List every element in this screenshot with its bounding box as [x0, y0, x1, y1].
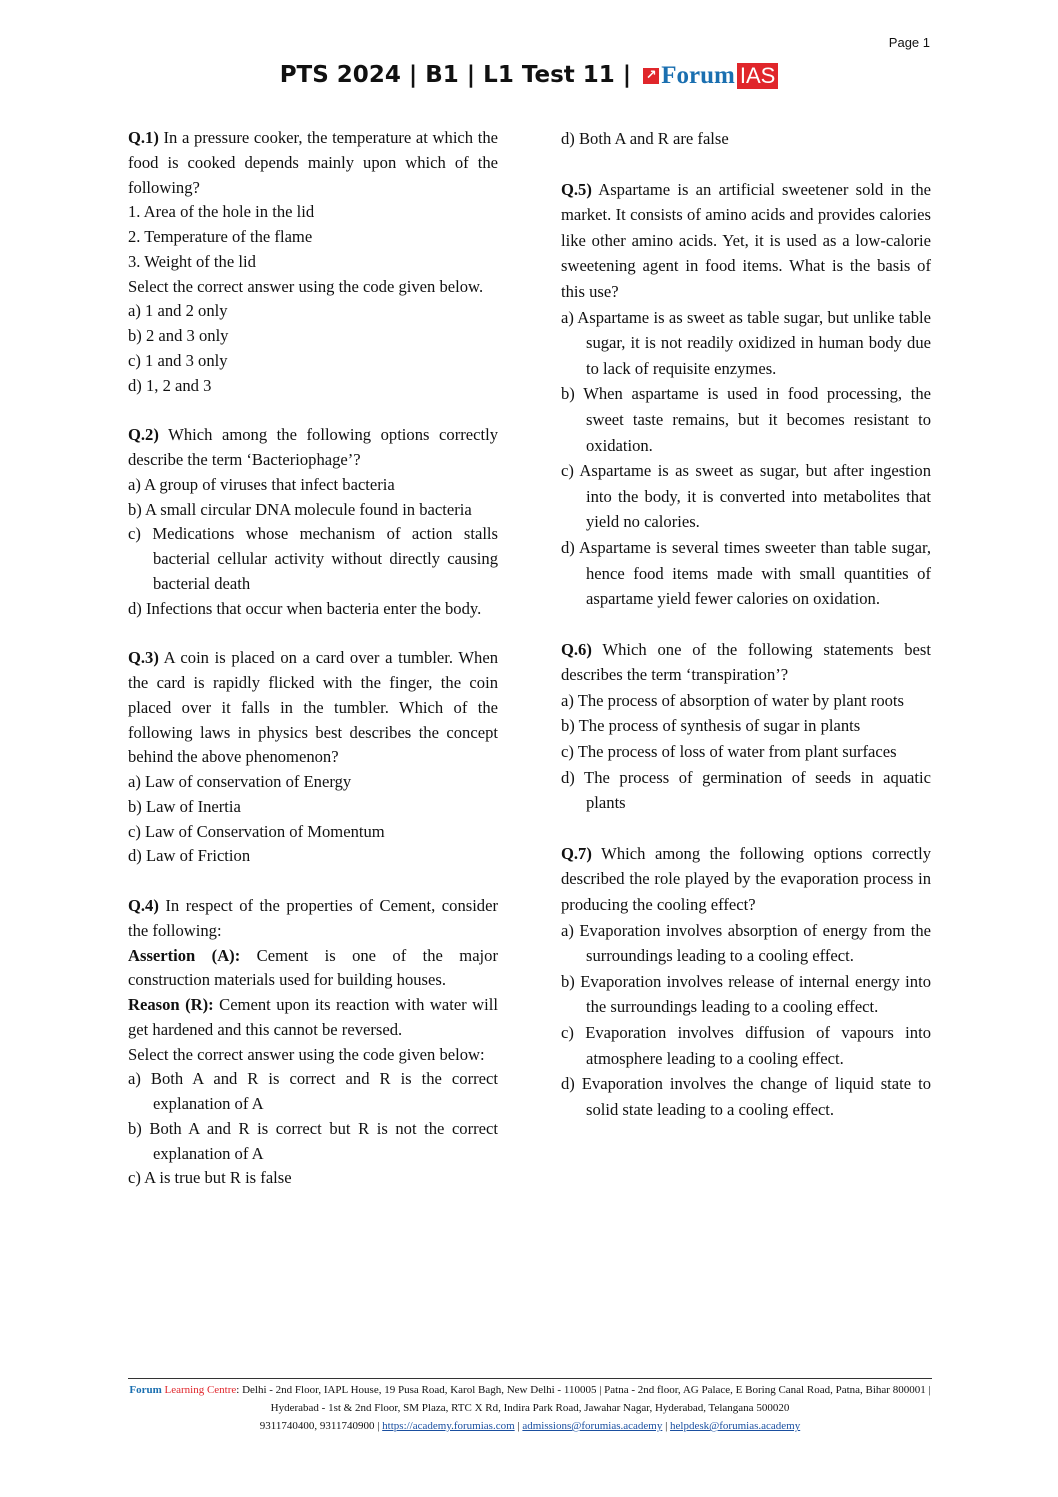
page-title — [0, 62, 1058, 90]
question-text: Which one of the following statements best describes the term ‘transpiration’? — [561, 639, 931, 685]
option: b) The process of synthesis of sugar in plants — [561, 716, 861, 736]
website-link[interactable]: https://academy.forumias.com — [382, 1420, 515, 1432]
question-number: Q.1) — [128, 128, 159, 147]
instruction: Select the correct answer using the code given below. — [128, 276, 484, 296]
instruction: Select the correct answer using the code given below: — [128, 1044, 485, 1064]
option: b) Evaporation involves release of internal energy into the surroundings leading to a cooling effect. — [561, 971, 931, 1017]
question-number: Q.6) — [561, 639, 592, 659]
question-text: Which among the following options correctly describe the term ‘Bacteriophage’? — [128, 425, 498, 469]
footer-phones: 9311740400, 9311740900 | — [259, 1420, 380, 1432]
option: a) 1 and 2 only — [128, 301, 228, 321]
statement: 1. Area of the hole in the lid — [128, 202, 315, 222]
question-number: Q.3) — [128, 648, 159, 668]
statement: 2. Temperature of the flame — [128, 227, 313, 246]
question-text: Which among the following options correctly described the role played by the evaporation process in producing the cooling effect? — [561, 843, 931, 915]
left-column — [128, 126, 498, 1216]
question-text: In a pressure cooker, the temperature at which the food is cooked depends mainly upon which of the following? — [128, 128, 498, 197]
footer-learning-centre: Learning Centre — [164, 1384, 237, 1396]
question-text: In respect of the properties of Cement, consider the following: — [128, 896, 498, 940]
assertion-label: Assertion (A): — [128, 945, 241, 965]
option: c) Law of Conservation of Momentum — [128, 821, 385, 841]
option: a) Law of conservation of Energy — [128, 772, 352, 791]
option: d) Infections that occur when bacteria enter the body. — [128, 598, 482, 618]
option: c) Aspartame is as sweet as sugar, but after ingestion into the body, it is converted into metabolites that yield no calories. — [561, 461, 931, 532]
forumias-logo — [643, 62, 778, 90]
right-column — [561, 126, 931, 1147]
option: d) Law of Friction — [128, 846, 251, 866]
option: b) Law of Inertia — [128, 796, 241, 816]
question-text: A coin is placed on a card over a tumbler. When the card is rapidly flicked with the finger, the coin placed over it falls in the tumbler. Which of the following laws in physics best describes the concept behind the above phenomenon? — [128, 648, 498, 767]
page-number: Page 1 — [888, 35, 930, 50]
footer-address: : Delhi - 2nd Floor, IAPL House, 19 Pusa Road, Karol Bagh, New Delhi - 110005 | Patna - 2nd floor, AG Palace, E Boring Canal Road, Patna, Bihar 800001 | Hyderabad - 1st & 2nd Floor, SM Plaza, RTC X Rd, Indira Park Road, Jawahar Nagar, Hyderabad, Telangana 500020 — [236, 1384, 931, 1414]
option: c) 1 and 3 only — [128, 350, 228, 370]
option: a) A group of viruses that infect bacteria — [128, 474, 395, 494]
option: d) 1, 2 and 3 — [128, 375, 212, 395]
question-number: Q.4) — [128, 896, 159, 915]
option: d) Evaporation involves the change of liquid state to solid state leading to a cooling effect. — [561, 1074, 931, 1119]
page-footer: Forum Learning Centre: Delhi - 2nd Floor, IAPL House, 19 Pusa Road, Karol Bagh, New Delhi - 110005 | Patna - 2nd floor, AG Palace, E Boring Canal Road, Patna, Bihar 800001 | Hyderabad - 1st & 2nd Floor, SM Plaza, RTC X Rd, Indira Park Road, Jawahar Nagar, Hyderabad, Telangana 500020 9311740400, 9311740900 | https://academy.forumias.com | admissions@forumias.academy | helpdesk@forumias.academy — [128, 1378, 932, 1435]
question-number: Q.2) — [128, 425, 159, 445]
question-2 — [128, 423, 498, 621]
option: a) Evaporation involves absorption of energy from the surroundings leading to a cooling effect. — [561, 920, 931, 966]
reason-text: Cement upon its reaction with water will get hardened and this cannot be reversed. — [128, 995, 498, 1039]
option: c) The process of loss of water from plant surfaces — [561, 742, 897, 762]
option: b) A small circular DNA molecule found in bacteria — [128, 499, 472, 519]
helpdesk-email-link[interactable]: helpdesk@forumias.academy — [670, 1420, 801, 1432]
option: c) A is true but R is false — [128, 1168, 292, 1188]
question-5 — [561, 177, 931, 612]
question-number: Q.5) — [561, 179, 592, 199]
logo-ias: IAS — [737, 63, 778, 89]
footer-forum: Forum — [129, 1384, 162, 1396]
question-6 — [561, 637, 931, 816]
reason-label: Reason (R): — [128, 995, 214, 1014]
option: c) Evaporation involves diffusion of vapours into atmosphere leading to a cooling effect. — [561, 1023, 931, 1068]
assertion-text: Cement is one of the major construction materials used for building houses. — [128, 945, 498, 990]
option: b) Both A and R is correct but R is not the correct explanation of A — [128, 1118, 498, 1163]
question-number: Q.7) — [561, 843, 592, 863]
option: d) Aspartame is several times sweeter than table sugar, hence food items made with small quantities of aspartame yield fewer calories on oxidation. — [561, 537, 931, 609]
question-3 — [128, 646, 498, 869]
arrow-icon: ↗ — [643, 68, 659, 84]
admissions-email-link[interactable]: admissions@forumias.academy — [522, 1420, 663, 1432]
option: b) When aspartame is used in food processing, the sweet taste remains, but it becomes resistant to oxidation. — [561, 384, 931, 455]
question-text: Aspartame is an artificial sweetener sold in the market. It consists of amino acids and provides calories like other amino acids. Yet, it is used as a low-calorie sweetening agent in food items. What is the basis of this use? — [561, 179, 931, 301]
title-text: PTS 2024 | B1 | L1 Test 11 | — [279, 62, 632, 88]
logo-forum: Forum — [661, 62, 735, 89]
question-7 — [561, 841, 931, 1123]
option: a) Both A and R is correct and R is the correct explanation of A — [128, 1069, 498, 1113]
option: a) The process of absorption of water by plant roots — [561, 690, 904, 710]
option: c) Medications whose mechanism of action stalls bacterial cellular activity without directly causing bacterial death — [128, 524, 498, 593]
statement: 3. Weight of the lid — [128, 251, 256, 271]
option: b) 2 and 3 only — [128, 326, 229, 345]
option: a) Aspartame is as sweet as table sugar, but unlike table sugar, it is not readily oxidized in human body due to lack of requisite enzymes. — [561, 307, 931, 378]
option: d) The process of germination of seeds in aquatic plants — [561, 767, 931, 813]
option: d) Both A and R are false — [561, 129, 729, 148]
question-1 — [128, 126, 498, 398]
question-4 — [128, 894, 498, 1191]
